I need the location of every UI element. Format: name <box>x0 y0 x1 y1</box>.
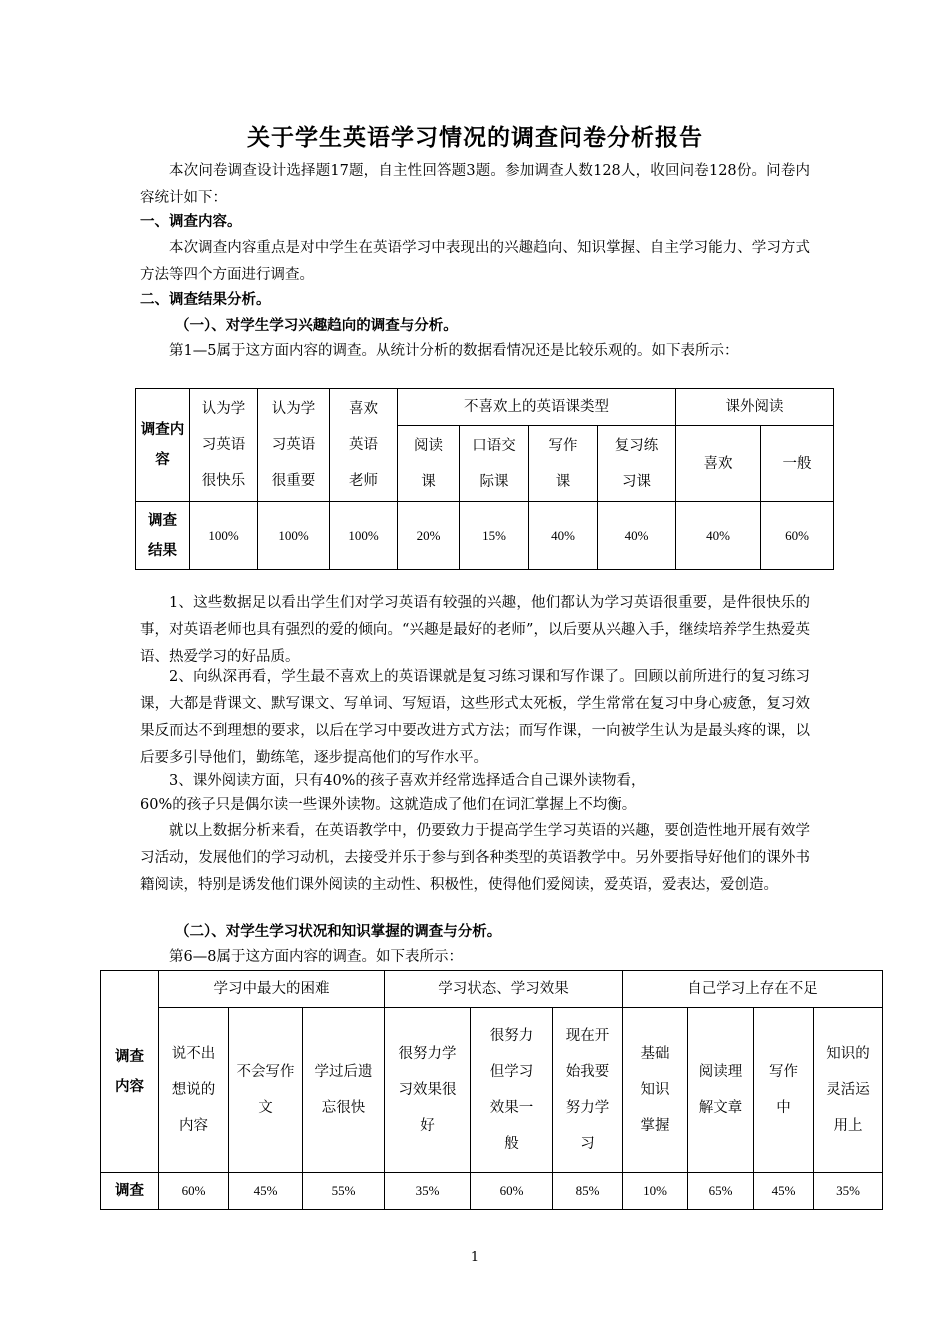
table-cell: 40% <box>676 502 761 570</box>
col-header: 说不出想说的内容 <box>159 1008 229 1173</box>
analysis-paragraph-3b: 60%的孩子只是偶尔读一些课外读物。这就造成了他们在词汇掌握上不均衡。 <box>140 797 637 813</box>
part2-heading: （二）、对学生学习状况和知识掌握的调查与分析。 <box>175 924 502 940</box>
analysis-paragraph-2: 2、向纵深再看，学生最不喜欢上的英语课就是复习练习课和写作课了。回顾以前所进行的复习练习课，大都是背课文、默写课文、写单词、写短语，这些形式太死板，学生常常在复习中身心疲惫，复习效果反而达不到理想的要求，以后在学习中要改进方式方法；而写作课，一向被学生认为是最头疼的课，以后要多引导他们，勤练笔，逐步提高他们的写作水平。 <box>140 669 810 766</box>
table-cell: 15% <box>460 502 529 570</box>
col-header: 写作课 <box>529 426 598 502</box>
table-cell: 60% <box>761 502 834 570</box>
table-cell: 55% <box>303 1173 385 1210</box>
status-table <box>100 970 883 1210</box>
part1-heading: （一）、对学生学习兴趣趋向的调查与分析。 <box>175 318 458 334</box>
col-header: 阅读课 <box>398 426 460 502</box>
table-cell: 100% <box>330 502 398 570</box>
col-header: 认为学习英语很重要 <box>258 389 330 502</box>
table-cell: 40% <box>529 502 598 570</box>
table-cell: 45% <box>229 1173 303 1210</box>
col-header: 不会写作文 <box>229 1008 303 1173</box>
intro-paragraph: 本次问卷调查设计选择题17题，自主性回答题3题。参加调查人数128人，收回问卷128份。问卷内容统计如下： <box>140 163 810 206</box>
interest-table <box>135 388 834 570</box>
col-header: 复习练习课 <box>598 426 676 502</box>
section1-text: 本次调查内容重点是对中学生在英语学习中表现出的兴趣趋向、知识掌握、自主学习能力、学习方式方法等四个方面进行调查。 <box>140 240 810 283</box>
col-header: 现在开始我要努力学习 <box>553 1008 623 1173</box>
col-header: 认为学习英语很快乐 <box>190 389 258 502</box>
group-header: 自己学习上存在不足 <box>623 971 883 1008</box>
group-header: 不喜欢上的英语课类型 <box>398 389 676 426</box>
table-cell: 45% <box>754 1173 814 1210</box>
col-header: 阅读理解文章 <box>688 1008 754 1173</box>
section1-heading: 一、调查内容。 <box>140 214 242 230</box>
col-header: 口语交际课 <box>460 426 529 502</box>
col-header: 学过后遗忘很快 <box>303 1008 385 1173</box>
col-header: 一般 <box>761 426 834 502</box>
analysis-paragraph-1: 1、这些数据足以看出学生们对学习英语有较强的兴趣，他们都认为学习英语很重要，是件很快乐的事，对英语老师也具有强烈的爱的倾向。“兴趣是最好的老师”，以后要从兴趣入手，继续培养学生热爱英语、热爱学习的好品质。 <box>140 595 810 665</box>
part2-lead: 第6—8属于这方面内容的调查。如下表所示： <box>169 949 463 965</box>
part1-lead: 第1—5属于这方面内容的调查。从统计分析的数据看情况还是比较乐观的。如下表所示： <box>169 343 739 359</box>
table-cell: 40% <box>598 502 676 570</box>
row-header-content: 调查内容 <box>101 971 159 1173</box>
group-header: 学习状态、学习效果 <box>385 971 623 1008</box>
group-header: 课外阅读 <box>676 389 834 426</box>
analysis-paragraph-3a: 3、课外阅读方面，只有40%的孩子喜欢并经常选择适合自己课外读物看， <box>169 773 646 789</box>
table-cell: 35% <box>385 1173 471 1210</box>
col-header: 很努力但学习效果一般 <box>471 1008 553 1173</box>
table-cell: 100% <box>258 502 330 570</box>
section2-heading: 二、调查结果分析。 <box>140 292 271 308</box>
col-header: 知识的灵活运用上 <box>814 1008 883 1173</box>
col-header: 喜欢 <box>676 426 761 502</box>
table-cell: 100% <box>190 502 258 570</box>
table-cell: 60% <box>471 1173 553 1210</box>
row-header-content: 调查内容 <box>136 389 190 502</box>
row-header-result: 调查结果 <box>136 502 190 570</box>
col-header: 喜欢英语老师 <box>330 389 398 502</box>
group-header: 学习中最大的困难 <box>159 971 385 1008</box>
row-header-result: 调查 <box>101 1173 159 1210</box>
col-header: 写作中 <box>754 1008 814 1173</box>
page-title: 关于学生英语学习情况的调查问卷分析报告 <box>247 125 703 151</box>
table-cell: 85% <box>553 1173 623 1210</box>
analysis-paragraph-4: 就以上数据分析来看，在英语教学中，仍要致力于提高学生学习英语的兴趣，要创造性地开展有效学习活动，发展他们的学习动机，去接受并乐于参与到各种类型的英语教学中。另外要指导好他们的课外书籍阅读，特别是诱发他们课外阅读的主动性、积极性，使得他们爱阅读，爱英语，爱表达，爱创造。 <box>140 823 810 893</box>
table-cell: 10% <box>623 1173 688 1210</box>
table-cell: 35% <box>814 1173 883 1210</box>
table-cell: 65% <box>688 1173 754 1210</box>
table-cell: 60% <box>159 1173 229 1210</box>
col-header: 基础知识掌握 <box>623 1008 688 1173</box>
page-number: 1 <box>470 1250 480 1265</box>
table-cell: 20% <box>398 502 460 570</box>
col-header: 很努力学习效果很好 <box>385 1008 471 1173</box>
